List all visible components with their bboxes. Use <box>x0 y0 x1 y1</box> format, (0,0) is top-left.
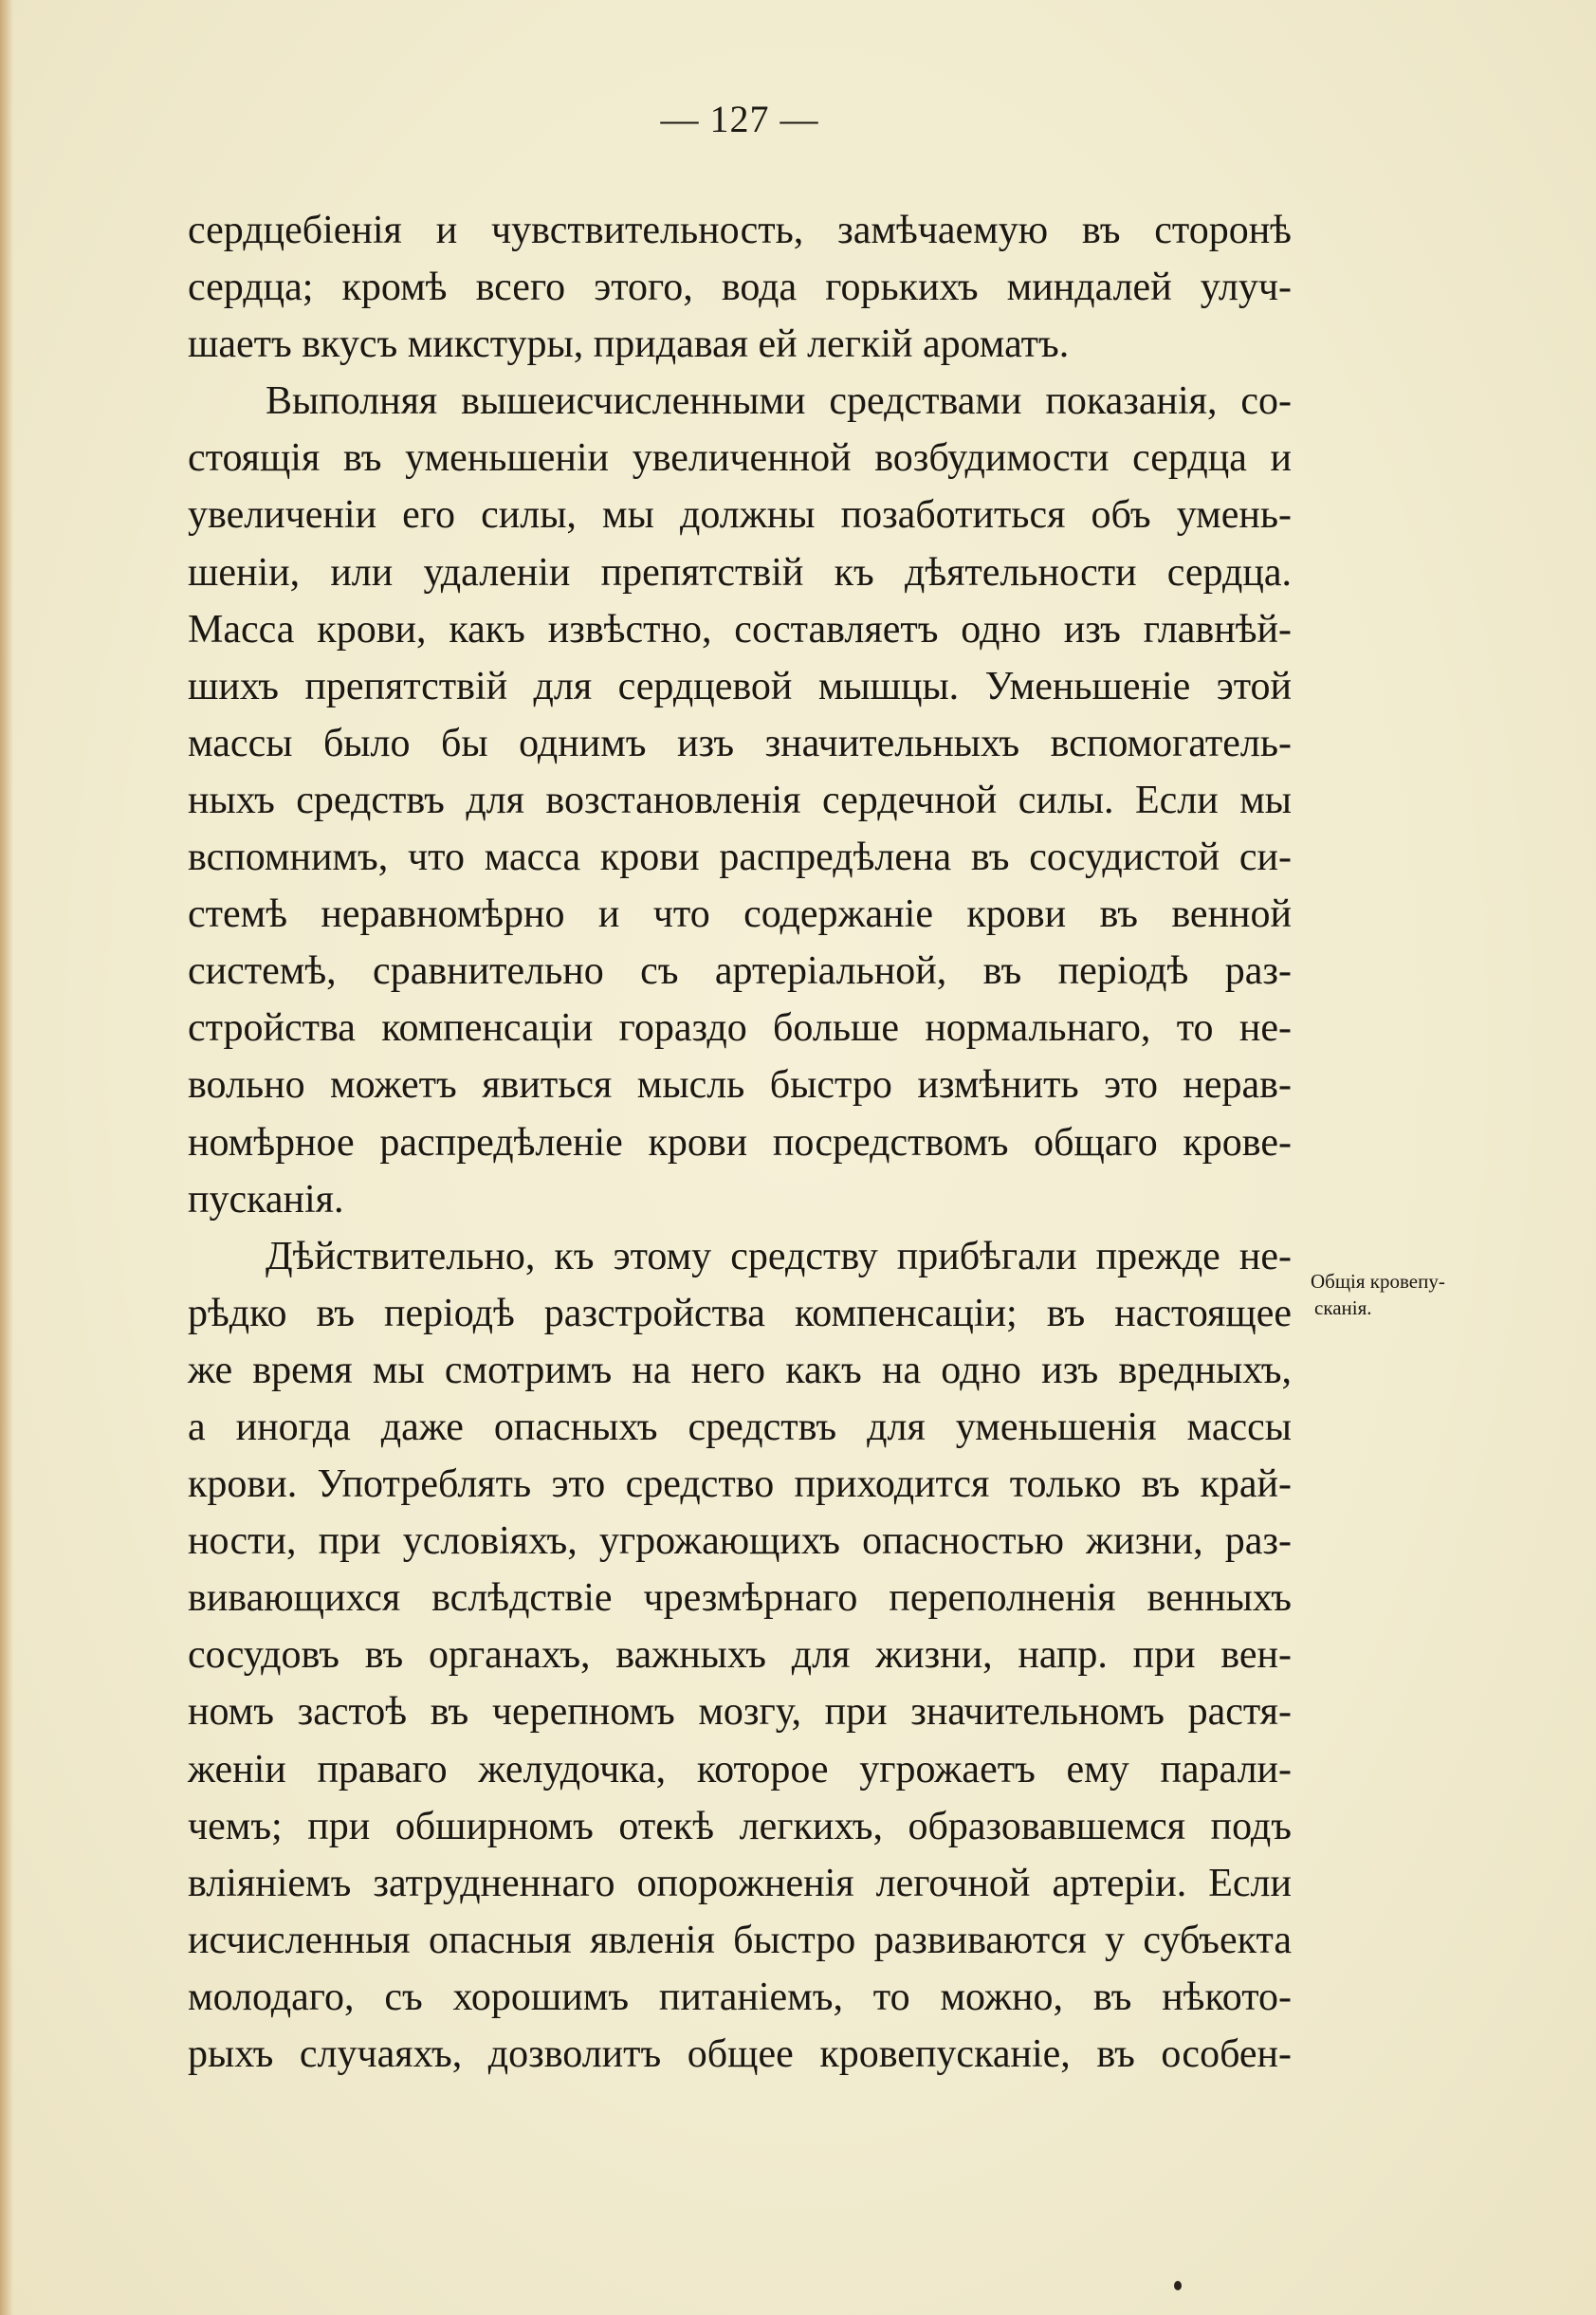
text-line: ности, при условіяхъ, угрожающихъ опасностью жизни, раз- <box>188 1519 1292 1564</box>
text-line: сосудовъ въ органахъ, важныхъ для жизни, напр. при вен- <box>188 1633 1292 1678</box>
text-line: крови. Употреблять это средство приходится только въ край- <box>188 1462 1292 1507</box>
text-line: а иногда даже опасныхъ средствъ для уменьшенія массы <box>188 1405 1292 1449</box>
text-line: сердцебіенія и чувствительность, замѣчаемую въ сторонѣ <box>188 209 1292 252</box>
text-line: ныхъ средствъ для возстановленія сердечной силы. Если мы <box>188 778 1292 822</box>
margin-note-line-2: сканія. <box>1314 1296 1372 1319</box>
text-line: номъ застоѣ въ черепномъ мозгу, при значительномъ растя- <box>188 1690 1292 1735</box>
page-edge-shadow <box>0 0 13 2315</box>
text-line: шихъ препятствій для сердцевой мышцы. Уменьшеніе этой <box>188 664 1292 708</box>
text-line: Дѣйствительно, къ этому средству прибѣгали прежде не- <box>266 1234 1292 1278</box>
text-line: вліяніемъ затрудненнаго опорожненія легочной артеріи. Если <box>188 1861 1292 1905</box>
text-line: вспомнимъ, что масса крови распредѣлена въ сосудистой си- <box>188 836 1292 880</box>
text-line: же время мы смотримъ на него какъ на одно изъ вредныхъ, <box>188 1348 1292 1392</box>
body-text <box>188 202 1292 2083</box>
text-line: женіи праваго желудочка, которое угрожаетъ ему парали- <box>188 1747 1292 1791</box>
margin-note-line-1: Общія кровепу- <box>1311 1270 1445 1293</box>
margin-note <box>1311 1268 1500 1321</box>
page-number: — 127 — <box>660 98 819 140</box>
text-line: вивающихся вслѣдствіе чрезмѣрнаго переполненія венныхъ <box>188 1576 1292 1621</box>
text-line: шеніи, или удаленіи препятствій къ дѣятельности сердца. <box>188 550 1292 595</box>
text-line: молодаго, съ хорошимъ питаніемъ, то можно, въ нѣкото- <box>188 1975 1292 2019</box>
text-line: рыхъ случаяхъ, дозволитъ общее кровепусканіе, въ особен- <box>188 2032 1292 2076</box>
text-line: номѣрное распредѣленіе крови посредствомъ общаго крове- <box>188 1120 1292 1165</box>
text-line: чемъ; при обширномъ отекѣ легкихъ, образовавшемся подъ <box>188 1804 1292 1848</box>
text-line: стемѣ неравномѣрно и что содержаніе крови въ венной <box>188 892 1292 937</box>
text-line: рѣдко въ періодѣ разстройства компенсаціи; въ настоящее <box>188 1291 1292 1335</box>
text-line: стройства компенсаціи гораздо больше нормальнаго, то не- <box>188 1006 1292 1051</box>
text-line: системѣ, сравнительно съ артеріальной, въ періодѣ раз- <box>188 949 1292 994</box>
text-line: исчисленныя опасныя явленія быстро развиваются у субъекта <box>188 1918 1292 1962</box>
text-line: Масса крови, какъ извѣстно, составляетъ одно изъ главнѣй- <box>188 607 1292 652</box>
text-line: увеличеніи его силы, мы должны позаботиться объ умень- <box>188 493 1292 538</box>
text-line: массы было бы однимъ изъ значительныхъ вспомогатель- <box>188 721 1292 765</box>
text-line: Выполняя вышеисчисленными средствами показанія, со- <box>266 379 1292 424</box>
text-line: стоящія въ уменьшеніи увеличенной возбудимости сердца и <box>188 436 1292 481</box>
text-line: сердца; кромѣ всего этого, вода горькихъ миндалей улуч- <box>188 266 1292 310</box>
text-line: шаетъ вкусъ микстуры, придавая ей легкій ароматъ. <box>188 322 1070 367</box>
ink-speck <box>1174 2281 1182 2290</box>
text-line: вольно можетъ явиться мысль быстро измѣнить это нерав- <box>188 1063 1292 1108</box>
text-line: пусканія. <box>188 1177 344 1222</box>
